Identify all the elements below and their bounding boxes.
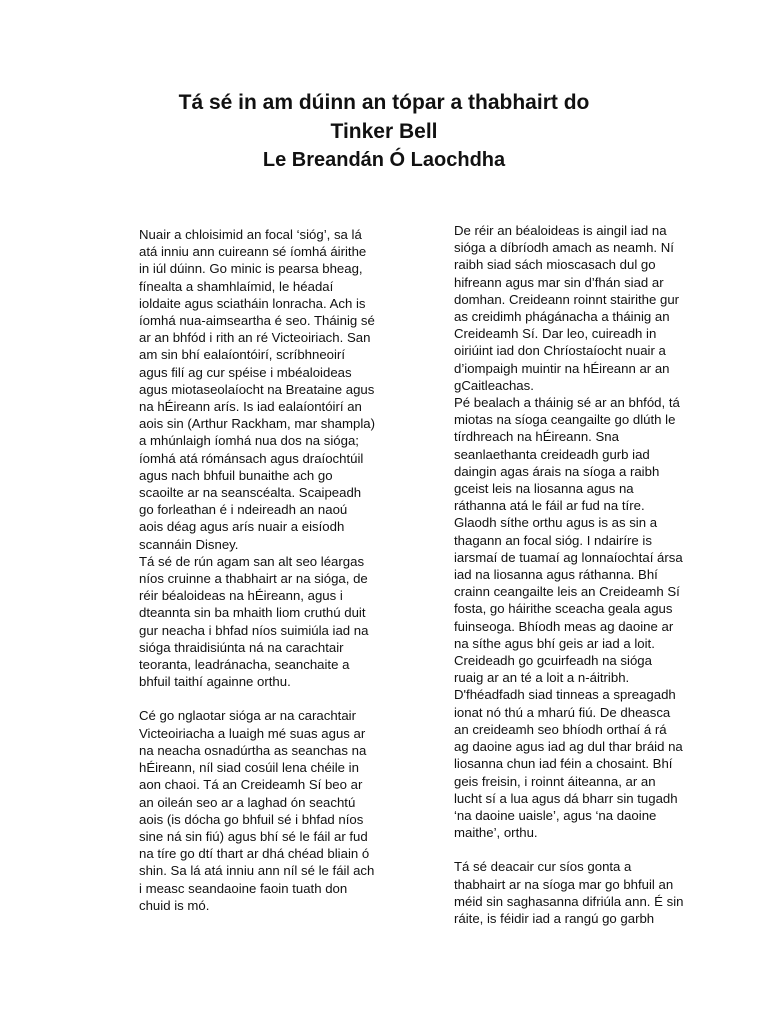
paragraph: Tá sé de rún agam san alt seo léargas níos cruinne a thabhairt ar na sióga, de réir béaloideas na hÉireann, agus i dteannta sin ba mhaith liom cruthú duit gur neacha i bhfad níos suimiúla iad na sióga thraidisiúnta ná na carachtair teoranta, leadránacha, seanchaite a bhfuil taithí againne orthu. — [139, 553, 369, 690]
right-column — [454, 222, 684, 927]
left-column — [139, 226, 375, 914]
article-byline: Le Breandán Ó Laochdha — [262, 149, 506, 171]
paragraph: De réir an béaloideas is aingil iad na sióga a díbríodh amach as neamh. Ní raibh siad sách mioscasach dul go hifreann agus mar sin d’fhán siad ar domhan. Creideann roinnt stairithe gur as creidimh phágánacha a tháinig an Creideamh Sí. Dar leo, cuireadh in oiriúint iad don Chríostaíocht nuair a d’iompaigh muintir na hÉireann ar an gCaitleachas. — [454, 223, 680, 393]
paragraph: Pé bealach a tháinig sé ar an bhfód, tá miotas na síoga ceangailte go dlúth le tírdhreach na hÉireann. Sna seanlaethanta creideadh gurb iad daingin agas árais na síoga a raibh gceist leis na liosanna agus na ráthanna atá le fáil ar fud na tíre. Glaodh síthe orthu agus is as sin a thagann an focal sióg. I ndairíre is iarsmaí de tuamaí ag lonnaíochtaí ársa iad na liosanna agus ráthanna. Bhí crainn ceangailte leis an Creideamh Sí fosta, go háirithe sceacha geala agus fuinseoga. Bhíodh meas ag daoine ar na síthe agus bhí geis ar iad a loit. Creideadh go gcuirfeadh na sióga ruaig ar an té a loit a n-áitribh. D'fhéadfadh siad tinneas a spreagadh ionat nó thú a mharú fiú. De dheasca an creideamh seo bhíodh orthaí á rá ag daoine agus iad ag dul thar bráid na liosanna chun iad féin a chosaint. Bhí geis freisin, i roinnt áiteanna, ar an lucht sí a lua agus dá bharr sin tugadh ‘na daoine uaisle’, agus ‘na daoine maithe’, orthu. — [454, 395, 683, 841]
article-title — [120, 88, 648, 146]
paragraph: Tá sé deacair cur síos gonta a thabhairt ar na síoga mar go bhfuil an méid sin saghasanna difriúla ann. É sin ráite, is féidir iad a rangú go garbh — [454, 859, 684, 926]
article-header — [120, 88, 648, 174]
paragraph: Cé go nglaotar sióga ar na carachtair Victeoiriacha a luaigh mé suas agus ar na neacha osnadúrtha as seanchas na hÉireann, níl siad cosúil lena chéile in aon chaoi. Tá an Creideamh Sí beo ar an oileán seo ar a laghad ón seachtú aois (is dócha go bhfuil sé i bhfad níos sine ná sin fiú) agus bhí sé le fáil ar fud na tíre go dtí thart ar dhá chéad bliain ó shin. Sa lá atá inniu ann níl sé le fáil ach i measc seandaoine faoin tuath don chuid is mó. — [139, 708, 375, 913]
article-title-line-1: Tá sé in am dúinn an tópar a thabhairt do — [178, 91, 590, 114]
paragraph: Nuair a chloisimid an focal ‘sióg’, sa lá atá inniu ann cuireann sé íomhá áirithe in iúl dúinn. Go minic is pearsa bheag, fínealta a shamhlaímid, le héadaí ioldaite agus sciatháin lonracha. Ach is íomhá nua-aimseartha é seo. Tháinig sé ar an bhfód i rith an ré Victeoiriach. San am sin bhí ealaíontóirí, scríbhneoirí agus filí ag cur spéise i mbéaloideas agus miotaseolaíocht na Breataine agus na hÉireann arís. Is iad ealaíontóirí an aois sin (Arthur Rackham, mar shampla) a mhúnlaigh íomhá nua dos na sióga; íomhá atá rómánsach agus draíochtúil agus nach bhfuil bunaithe ach go scaoilte ar na seanscéalta. Scaipeadh go forleathan é i ndeireadh an naoú aois déag agus arís nuair a eisíodh scannáin Disney. — [139, 227, 375, 552]
article-title-line-2: Tinker Bell — [330, 120, 438, 143]
